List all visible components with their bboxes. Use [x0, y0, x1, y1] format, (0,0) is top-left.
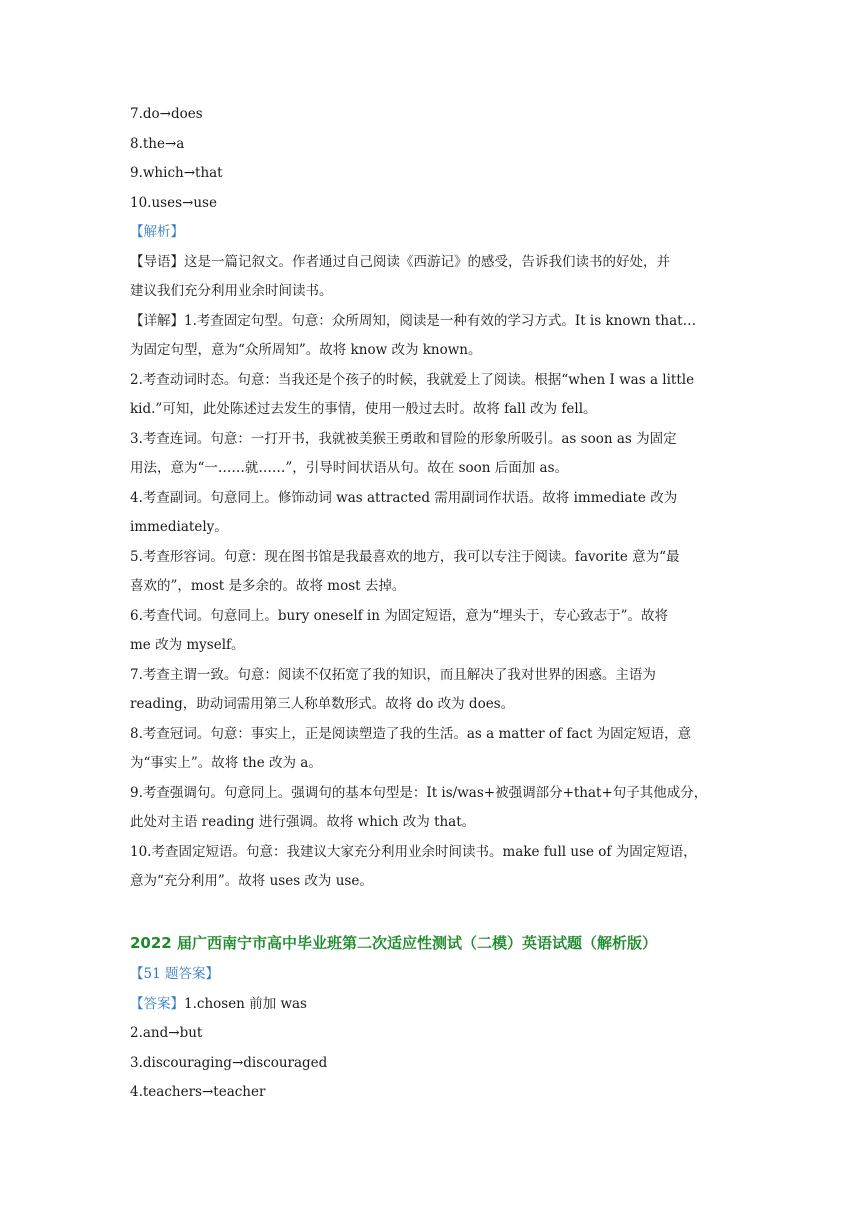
detail-line: 10.考查固定短语。句意：我建议大家充分利用业余时间读书。make full use of 为固定短语，: [130, 844, 697, 860]
guide-text: 这是一篇记叙文。作者通过自己阅读《西游记》的感受，告诉我们读书的好处，并: [184, 254, 670, 270]
detail-line: 5.考查形容词。句意：现在图书馆是我最喜欢的地方，我可以专注于阅读。favorite 意为“最: [130, 549, 680, 565]
detail-line: me 改为 myself。: [130, 637, 245, 653]
detail-line: kid.”可知，此处陈述过去发生的事情，使用一般过去时。故将 fall 改为 fell。: [130, 401, 597, 417]
detail-line: 喜欢的”，most 是多余的。故将 most 去掉。: [130, 578, 406, 594]
answer-line: 8.the→a: [130, 136, 185, 152]
answer-line: 10.uses→use: [130, 195, 217, 211]
section-title: 2022 届广西南宁市高中毕业班第二次适应性测试（二模）英语试题（解析版）: [130, 934, 657, 952]
answer-line: 3.discouraging→discouraged: [130, 1055, 328, 1071]
detail-line: immediately。: [130, 519, 228, 535]
answer-line: [130, 994, 307, 1014]
guide-line: 建议我们充分利用业余时间读书。: [130, 283, 333, 299]
detail-line: 6.考查代词。句意同上。bury oneself in 为固定短语，意为“埋头于，专心致志于”。故将: [130, 608, 669, 624]
detail-line: 用法，意为“一……就……”，引导时间状语从句。故在 soon 后面加 as。: [130, 460, 569, 476]
detail-line: 2.考查动词时态。句意：当我还是个孩子的时候，我就爱上了阅读。根据“when I was a little: [130, 372, 695, 388]
answer-tag: 【答案】: [130, 996, 184, 1012]
detail-line: 为“事实上”。故将 the 改为 a。: [130, 755, 322, 771]
guide-line: [130, 252, 670, 272]
answer-line: 4.teachers→teacher: [130, 1084, 266, 1100]
detail-line: 为固定句型，意为“众所周知”。故将 know 改为 known。: [130, 342, 482, 358]
detail-line: [130, 311, 696, 331]
detail-line: 7.考查主谓一致。句意：阅读不仅拓宽了我的知识，而且解决了我对世界的困惑。主语为: [130, 667, 656, 683]
q51-tag: 【51 题答案】: [130, 966, 219, 982]
detail-line: reading，助动词需用第三人称单数形式。故将 do 改为 does。: [130, 696, 515, 712]
answer-line: 7.do→does: [130, 106, 203, 122]
detail-tag: 【详解】: [130, 313, 184, 329]
detail-line: 9.考查强调句。句意同上。强调句的基本句型是：It is/was+被强调部分+that+句子其他成分，: [130, 785, 708, 801]
detail-line: 意为“充分利用”。故将 uses 改为 use。: [130, 873, 373, 889]
answer-text: 1.chosen 前加 was: [184, 996, 307, 1012]
detail-line: 此处对主语 reading 进行强调。故将 which 改为 that。: [130, 814, 476, 830]
detail-line: 4.考查副词。句意同上。修饰动词 was attracted 需用副词作状语。故将 immediate 改为: [130, 490, 678, 506]
detail-line: 8.考查冠词。句意：事实上，正是阅读塑造了我的生活。as a matter of fact 为固定短语，意: [130, 726, 692, 742]
analysis-tag: 【解析】: [130, 224, 184, 240]
answer-line: 9.which→that: [130, 165, 223, 181]
answer-line: 2.and→but: [130, 1025, 203, 1041]
detail-text: 1.考查固定句型。句意：众所周知，阅读是一种有效的学习方式。It is known that…: [184, 313, 697, 329]
detail-line: 3.考查连词。句意：一打开书，我就被美猴王勇敢和冒险的形象所吸引。as soon as 为固定: [130, 431, 677, 447]
guide-tag: 【导语】: [130, 254, 184, 270]
